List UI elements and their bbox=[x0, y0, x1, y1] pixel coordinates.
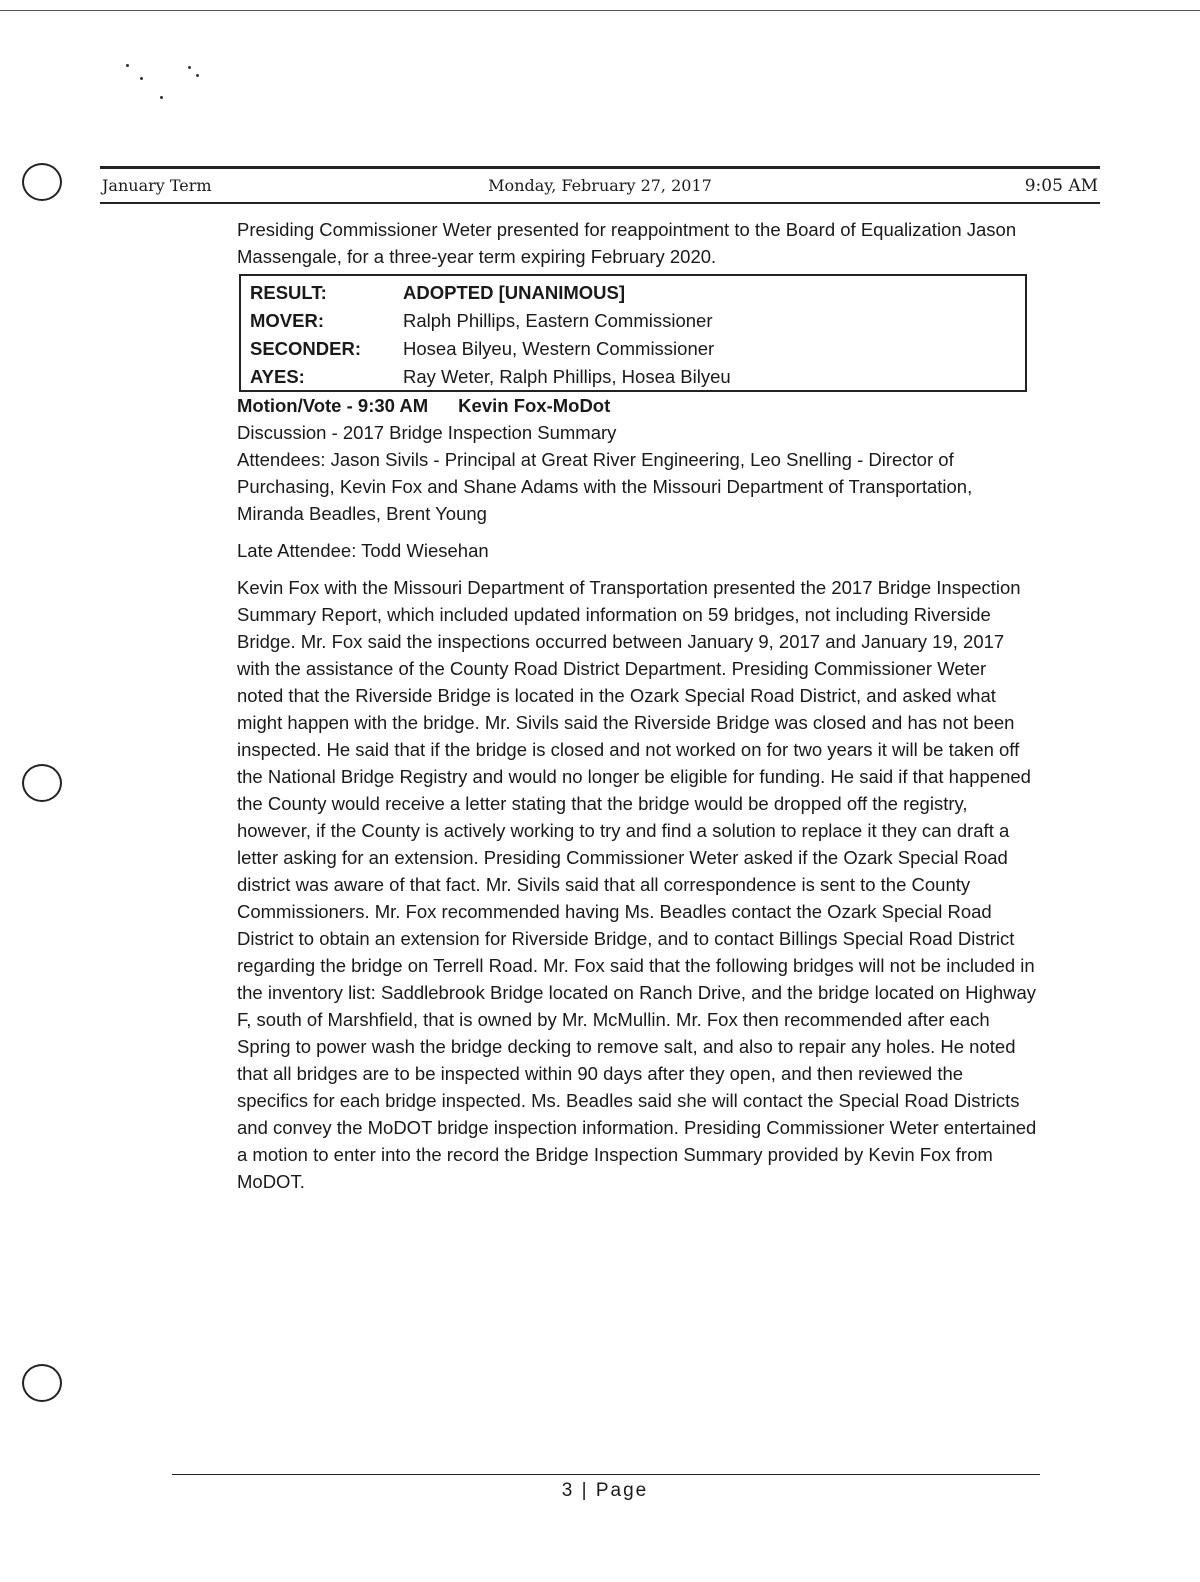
seconder-value: Hosea Bilyeu, Western Commissioner bbox=[403, 337, 715, 359]
binder-hole-icon bbox=[22, 1364, 62, 1402]
mover-value: Ralph Phillips, Eastern Commissioner bbox=[403, 309, 713, 331]
ayes-value: Ray Weter, Ralph Phillips, Hosea Bilyeu bbox=[403, 365, 731, 387]
mover-row bbox=[250, 306, 1025, 334]
binder-hole-icon bbox=[22, 163, 62, 201]
late-attendee-line: Late Attendee: Todd Wiesehan bbox=[237, 540, 489, 561]
attendees-line: Attendees: Jason Sivils - Principal at Great River Engineering, Leo Snelling - Director of Purchasing, Kevin Fox and Shane Adams with the Missouri Department of Transportation, Miranda Beadles, Brent Young bbox=[237, 449, 973, 524]
scan-speck bbox=[140, 77, 143, 80]
mover-label: MOVER: bbox=[250, 309, 324, 331]
header-term: January Term bbox=[102, 176, 212, 195]
scan-top-rule bbox=[0, 10, 1200, 11]
result-table bbox=[239, 274, 1027, 392]
binder-hole-icon bbox=[22, 764, 62, 802]
ayes-label: AYES: bbox=[250, 365, 305, 387]
motion-presenter: Kevin Fox-MoDot bbox=[458, 395, 611, 416]
result-row bbox=[250, 278, 1025, 306]
footer-rule bbox=[172, 1474, 1040, 1475]
discussion-line: Discussion - 2017 Bridge Inspection Summary bbox=[237, 422, 617, 443]
scan-speck bbox=[160, 96, 163, 99]
page-number: 3 | Page bbox=[561, 1480, 649, 1501]
scan-speck bbox=[196, 74, 199, 77]
seconder-label: SECONDER: bbox=[250, 337, 362, 359]
seconder-row bbox=[250, 334, 1025, 362]
page-header bbox=[100, 166, 1100, 204]
minutes-content bbox=[237, 216, 1037, 1195]
result-value: ADOPTED [UNANIMOUS] bbox=[403, 281, 625, 303]
motion-label: Motion/Vote - 9:30 AM bbox=[237, 395, 429, 416]
header-date: Monday, February 27, 2017 bbox=[488, 176, 712, 195]
scan-speck bbox=[126, 64, 129, 67]
header-time: 9:05 AM bbox=[1024, 176, 1098, 196]
motion-heading bbox=[237, 392, 1037, 419]
motion-body: Kevin Fox with the Missouri Department of Transportation presented the 2017 Bridge Inspection Summary Report, which included updated information on 59 bridges, not including Riverside Bridge. Mr. Fox said the inspections occurred between January 9, 2017 and January 19, 2017 with the assistance of the County Road District Department. Presiding Commissioner Weter noted that the Riverside Bridge is located in the Ozark Special Road District, and asked what might happen with the bridge. Mr. Sivils said the Riverside Bridge was closed and has not been inspected. He said that if the bridge is closed and not worked on for two years it will be taken off the National Bridge Registry and would no longer be eligible for funding. He said if that happened the County would receive a letter stating that the bridge would be dropped off the registry, however, if the County is actively working to try and find a solution to replace it they can draft a letter asking for an extension. Presiding Commissioner Weter asked if the Ozark Special Road district was aware of that fact. Mr. Sivils said that all correspondence is sent to the County Commissioners. Mr. Fox recommended having Ms. Beadles contact the Ozark Special Road District to obtain an extension for Riverside Bridge, and to contact Billings Special Road District regarding the bridge on Terrell Road. Mr. Fox said that the following bridges will not be included in the inventory list: Saddlebrook Bridge located on Ranch Drive, and the bridge located on Highway F, south of Marshfield, that is owned by Mr. McMullin. Mr. Fox then recommended after each Spring to power wash the bridge decking to remove salt, and also to repair any holes. He noted that all bridges are to be inspected within 90 days after they open, and then reviewed the specifics for each bridge inspected. Ms. Beadles said she will contact the Special Road Districts and convey the MoDOT bridge inspection information. Presiding Commissioner Weter entertained a motion to enter into the record the Bridge Inspection Summary provided by Kevin Fox from MoDOT. bbox=[237, 577, 1037, 1192]
scan-speck bbox=[188, 66, 191, 69]
reappointment-text: Presiding Commissioner Weter presented for reappointment to the Board of Equalization Jason Massengale, for a three-year term expiring February 2020. bbox=[237, 219, 1017, 267]
result-label: RESULT: bbox=[250, 281, 327, 303]
ayes-row bbox=[250, 362, 1025, 390]
